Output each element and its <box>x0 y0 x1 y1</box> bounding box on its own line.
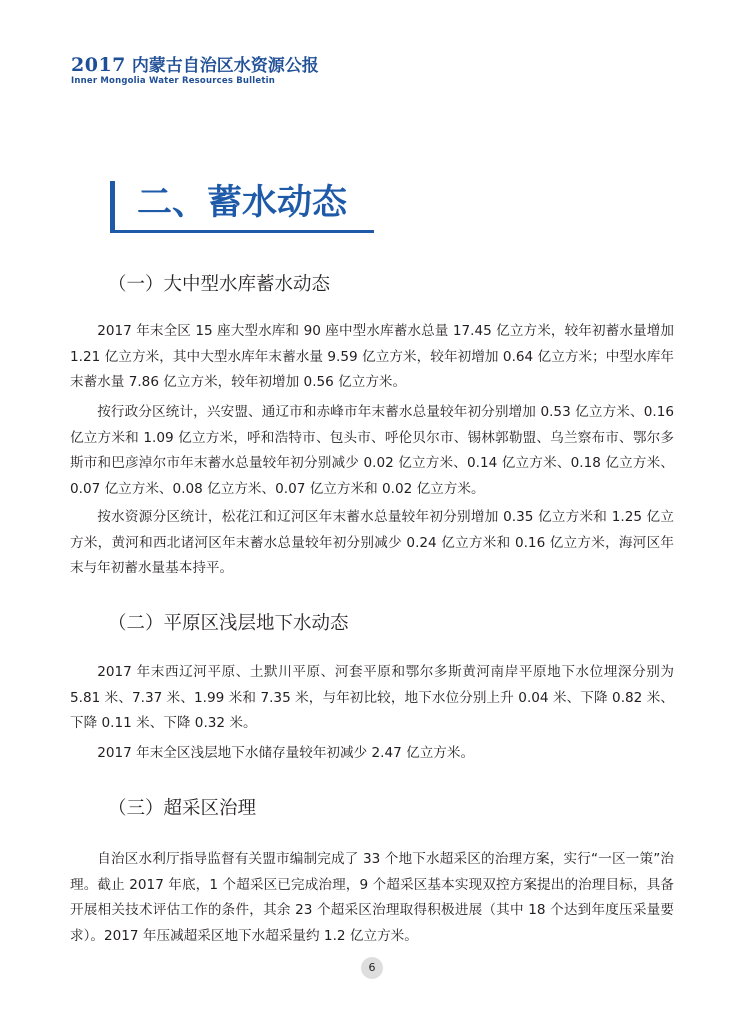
subsection-heading-groundwater: （二）平原区浅层地下水动态 <box>108 613 349 634</box>
bulletin-title <box>71 56 319 76</box>
paragraph-groundwater-level: 2017 年末西辽河平原、土默川平原、河套平原和鄂尔多斯黄河南岸平原地下水位埋深分别为 5.81 米、7.37 米、1.99 米和 7.35 米，与年初比较，地下水位分别上升 0.04 米、下降 0.82 米、下降 0.11 米、下降 0.32 米。 <box>70 664 674 732</box>
paragraph-groundwater-storage: 2017 年末全区浅层地下水储存量较年初减少 2.47 亿立方米。 <box>97 745 475 761</box>
bulletin-title-text: 内蒙古自治区水资源公报 <box>131 56 319 76</box>
paragraph-reservoir-admin: 按行政分区统计，兴安盟、通辽市和赤峰市年末蓄水总量较年初分别增加 0.53 亿立方米、0.16 亿立方米和 1.09 亿立方米，呼和浩特市、包头市、呼伦贝尔市、锡林郭勒盟、乌兰察布市、鄂尔多斯市和巴彦淖尔市年末蓄水总量较年初分别减少 0.02 亿立方米、0.14 亿立方米、0.18 亿立方米、0.07 亿立方米、0.08 亿立方米、0.07 亿立方米和 0.02 亿立方米。 <box>70 404 674 497</box>
subsection-heading-overexploitation: （三）超采区治理 <box>108 798 257 819</box>
bulletin-subtitle: Inner Mongolia Water Resources Bulletin <box>71 76 275 86</box>
paragraph-reservoir-total: 2017 年末全区 15 座大型水库和 90 座中型水库蓄水总量 17.45 亿立方米，较年初蓄水量增加 1.21 亿立方米，其中大型水库年末蓄水量 9.59 亿立方米，较年初增加 0.64 亿立方米；中型水库年末蓄水量 7.86 亿立方米，较年初增加 0.56 亿立方米。 <box>70 323 674 391</box>
section-title-block <box>110 181 374 233</box>
subsection-heading-reservoir: （一）大中型水库蓄水动态 <box>108 274 331 295</box>
paragraph-reservoir-basin: 按水资源分区统计，松花江和辽河区年末蓄水总量较年初分别增加 0.35 亿立方米和 1.25 亿立方米，黄河和西北诸河区年末蓄水总量较年初分别减少 0.24 亿立方米和 0.16 亿立方米，海河区年末与年初蓄水量基本持平。 <box>70 509 674 577</box>
page-number: 6 <box>361 957 383 979</box>
section-title-underline <box>110 230 374 233</box>
bulletin-year: 2017 <box>71 54 126 76</box>
section-title-bar <box>110 181 115 233</box>
paragraph-overexploitation: 自治区水利厅指导监督有关盟市编制完成了 33 个地下水超采区的治理方案，实行“一区一策”治理。截止 2017 年底，1 个超采区已完成治理，9 个超采区基本实现双控方案提出的治理目标，具备开展相关技术评估工作的条件，其余 23 个超采区治理取得积极进展（其中 18 个达到年度压采量要求）。2017 年压减超采区地下水超采量约 1.2 亿立方米。 <box>70 851 674 944</box>
section-title: 二、蓄水动态 <box>137 182 348 223</box>
bulletin-header <box>71 56 319 86</box>
